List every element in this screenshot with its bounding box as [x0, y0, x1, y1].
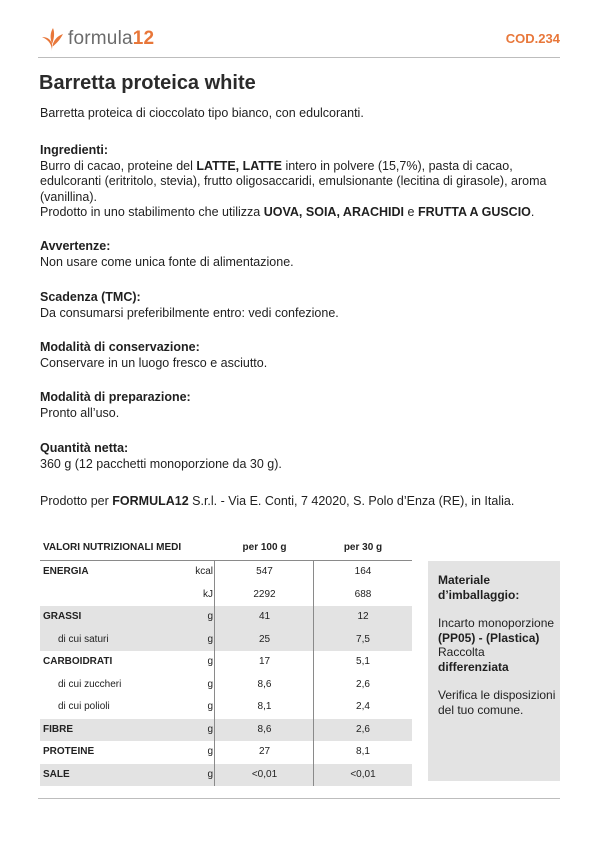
nutrient-name: ENERGIA: [43, 566, 89, 577]
packaging-line: Incarto monoporzione: [438, 616, 555, 630]
warnings-text: Non usare come unica fonte di alimentazione.: [40, 254, 294, 269]
nutrition-row: [40, 674, 412, 697]
warnings-section: [40, 239, 560, 270]
nutrition-header-label: VALORI NUTRIZIONALI MEDI: [43, 542, 182, 553]
value-per-30g: 7,5: [356, 633, 370, 645]
logo-number: 12: [132, 28, 155, 49]
value-per-100g: 547: [256, 566, 273, 577]
product-title: Barretta proteica white: [39, 72, 256, 94]
preparation-heading: Modalità di preparazione:: [40, 390, 191, 404]
value-per-30g: 164: [354, 566, 372, 577]
value-per-30g: 12: [357, 611, 369, 622]
nutrient-name: FIBRE: [43, 723, 73, 735]
packaging-line: Raccolta: [438, 645, 485, 659]
value-per-100g: 27: [258, 746, 271, 757]
nutrition-row: [40, 629, 412, 652]
nutrient-unit: g: [207, 768, 213, 780]
value-per-100g: 25: [258, 633, 271, 645]
product-code: COD.234: [505, 31, 560, 46]
nutrition-header-col2: per 30 g: [343, 542, 383, 553]
net-quantity-section: [40, 441, 560, 472]
value-per-30g: 2,6: [356, 678, 370, 690]
expiry-heading: Scadenza (TMC):: [40, 290, 141, 304]
nutrition-rows: [40, 561, 412, 786]
preparation-section: [40, 390, 560, 421]
header: [38, 22, 560, 56]
packaging-content: [438, 573, 556, 717]
packaging-collection: differenziata: [438, 659, 509, 674]
nutrient-unit: g: [207, 633, 213, 645]
nutrition-row: [40, 651, 412, 674]
storage-section: [40, 340, 560, 371]
ingredients-text: Burro di cacao, proteine del LATTE, LATTE intero in polvere (15,7%), pasta di cacao, edulcoranti (eritritolo, stevia), frutto oligosaccaridi, emulsionante (lecitina di girasole), aroma (vanillina).: [40, 158, 547, 204]
value-per-30g: 2,4: [356, 701, 370, 712]
net-quantity-text: 360 g (12 pacchetti monoporzione da 30 g).: [40, 456, 282, 471]
top-divider: [38, 57, 560, 58]
value-per-100g: 17: [258, 656, 271, 667]
brand-logo: [38, 22, 154, 56]
nutrition-table: [40, 540, 412, 780]
expiry-section: [40, 290, 560, 321]
nutrient-unit: kcal: [195, 566, 213, 577]
nutrition-row: [40, 696, 412, 719]
nutrient-unit: g: [207, 678, 213, 690]
plant-allergens: Prodotto in uno stabilimento che utilizza UOVA, SOIA, ARACHIDI e FRUTTA A GUSCIO.: [40, 205, 535, 219]
nutrient-name: PROTEINE: [43, 746, 95, 757]
value-per-30g: 688: [354, 588, 372, 600]
expiry-text: Da consumarsi preferibilmente entro: vedi confezione.: [40, 305, 339, 320]
product-description: Barretta proteica di cioccolato tipo bianco, con edulcoranti.: [40, 106, 364, 120]
logo-wordmark: [68, 28, 154, 50]
value-per-30g: 8,1: [356, 746, 370, 757]
value-per-100g: 8,6: [257, 678, 272, 690]
net-quantity-heading: Quantità netta:: [40, 441, 129, 455]
value-per-100g: 8,1: [257, 701, 272, 712]
bottom-divider: [38, 798, 560, 799]
nutrition-header-col1: per 100 g: [242, 542, 287, 553]
ingredients-section: [40, 143, 560, 221]
nutrient-name: CARBOIDRATI: [43, 656, 113, 667]
value-per-100g: 2292: [253, 588, 276, 600]
nutrition-row: [40, 561, 412, 584]
nutrient-name: SALE: [43, 768, 70, 780]
packaging-box: [428, 561, 560, 781]
value-per-100g: 41: [258, 611, 271, 622]
warnings-heading: Avvertenze:: [40, 239, 111, 253]
ingredients-heading: Ingredienti:: [40, 143, 109, 157]
nutrition-row: [40, 584, 412, 607]
nutrient-name: GRASSI: [43, 611, 82, 622]
nutrition-column-divider: [313, 561, 314, 786]
nutrient-unit: g: [207, 723, 213, 735]
nutrition-row: [40, 719, 412, 742]
nutrition-row: [40, 741, 412, 764]
nutrient-unit: kJ: [203, 588, 213, 600]
packaging-material: (PP05) - (Plastica): [438, 630, 540, 645]
nutrient-name: di cui polioli: [58, 701, 110, 712]
nutrition-column-divider: [214, 561, 215, 786]
value-per-30g: 2,6: [356, 723, 370, 735]
value-per-100g: 8,6: [257, 723, 272, 735]
value-per-100g: <0,01: [251, 768, 278, 780]
nutrient-unit: g: [207, 701, 213, 712]
nutrition-row: [40, 764, 412, 787]
nutrition-header: [40, 540, 412, 558]
value-per-30g: 5,1: [356, 656, 370, 667]
value-per-30g: <0,01: [350, 768, 376, 780]
leaf-logo-icon: [38, 25, 66, 53]
nutrient-name: di cui saturi: [58, 633, 109, 645]
storage-heading: Modalità di conservazione:: [40, 340, 200, 354]
producer-line: Prodotto per FORMULA12 S.r.l. - Via E. Conti, 7 42020, S. Polo d’Enza (RE), in Italia.: [40, 494, 515, 508]
nutrient-unit: g: [207, 656, 213, 667]
packaging-title: Materiale d’imballaggio:: [438, 573, 520, 602]
packaging-note: Verifica le disposizioni del tuo comune.: [438, 688, 556, 717]
nutrient-unit: g: [207, 611, 213, 622]
nutrition-row: [40, 606, 412, 629]
nutrient-unit: g: [207, 746, 213, 757]
logo-word: formula: [68, 28, 133, 49]
preparation-text: Pronto all’uso.: [40, 405, 120, 420]
storage-text: Conservare in un luogo fresco e asciutto.: [40, 355, 268, 370]
nutrient-name: di cui zuccheri: [58, 678, 122, 690]
